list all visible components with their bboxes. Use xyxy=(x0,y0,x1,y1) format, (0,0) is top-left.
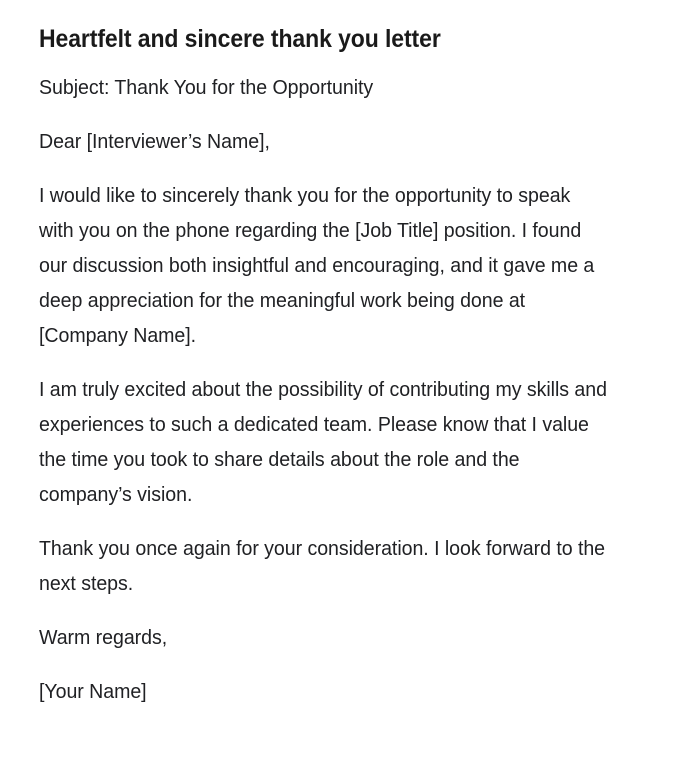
signature-line: [Your Name] xyxy=(39,680,147,703)
page-title: Heartfelt and sincere thank you letter xyxy=(39,25,441,53)
body-paragraph-3: Thank you once again for your consideration. I look forward to the next steps. xyxy=(39,537,606,595)
body-paragraph-1: I would like to sincerely thank you for the opportunity to speak with you on the phone regarding the [Job Title] position. I found our discussion both insightful and encouraging, and it gave me a deep appreciation for the meaningful work being done at [Company Name]. xyxy=(39,184,595,347)
subject-line: Subject: Thank You for the Opportunity xyxy=(39,76,374,99)
closing-line: Warm regards, xyxy=(39,626,168,649)
salutation: Dear [Interviewer’s Name], xyxy=(39,130,270,153)
body-paragraph-2: I am truly excited about the possibility of contributing my skills and experiences to such a dedicated team. Please know that I value the time you took to share details about the role and the company’s vision. xyxy=(39,378,607,506)
letter-body xyxy=(39,70,636,709)
